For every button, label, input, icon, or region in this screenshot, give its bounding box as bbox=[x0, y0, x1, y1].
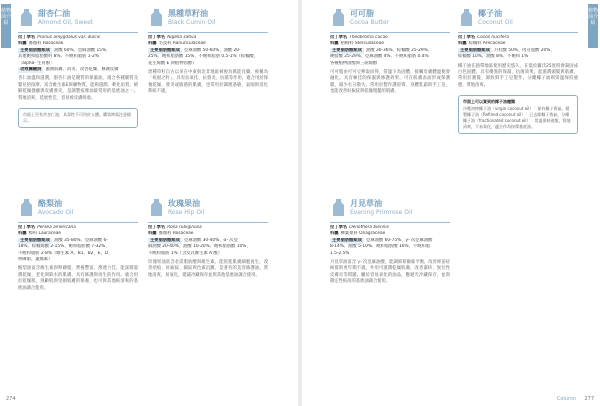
function-value: 濕潤肌膚、消炎、改善乾燥、修護皮膚 bbox=[45, 67, 119, 73]
latin-label: 拉丁學名 bbox=[18, 225, 36, 230]
fatty-value-2: 棕櫚酸 10%、油酸 8%、不飽和 1% bbox=[458, 54, 529, 60]
oil-header bbox=[330, 6, 450, 33]
fatty-value: 油酸 30-36%、棕櫚酸 25-29%、 bbox=[366, 47, 433, 53]
fatty-value: 亞麻油酸 30-40%、α- 次亞 bbox=[184, 237, 238, 243]
page-number-left: 274 bbox=[6, 396, 16, 402]
oil-card bbox=[18, 6, 138, 128]
family-label: 科屬 bbox=[18, 231, 27, 237]
oil-bottle-icon bbox=[18, 198, 35, 217]
fatty-value: 月桂酸 50%、肉荳蔻酸 20%、 bbox=[494, 47, 555, 53]
oil-name-en: Rose Hip Oil bbox=[168, 209, 205, 216]
fatty-value-2: 其他飽和脂肪酸約 8%，不飽和脂肪 1-2% bbox=[18, 54, 99, 60]
minor-components: 1.5-2.5% bbox=[330, 250, 350, 256]
latin-value: Rosa rubiginosa bbox=[167, 225, 202, 230]
latin-value: Oenothera biennis bbox=[349, 225, 389, 230]
side-tab-right: 植物油介紹 bbox=[588, 4, 598, 48]
family-value: 樟科 Lauraceae bbox=[28, 231, 61, 237]
oil-name-zh: 可可脂 bbox=[350, 9, 374, 18]
note-text: 冷壓初榨椰子油（virgin coconut oil）：保有椰子香氣。精製椰子油（Refined coconut oil）：已去除椰子香氣。分餾椰子油（fractionated coconut oil）：常溫保持液態，質地清爽，不易氧化，適合作為按摩基底油。 bbox=[463, 106, 571, 130]
fatty-value-2: 25%、飽和脂肪酸 15%、不飽和脂肪 0.5-1%（棕櫚酸、 bbox=[148, 54, 259, 60]
fatty-value: 亞麻油酸 60-75%、γ- 次亞麻油酸 bbox=[366, 237, 433, 243]
latin-value: Nigella sativa bbox=[167, 35, 197, 40]
oil-meta bbox=[18, 35, 138, 73]
latin-value: Prunus amygdalus var. dulcis bbox=[37, 35, 101, 40]
oil-card bbox=[458, 6, 578, 134]
family-label: 科屬 bbox=[458, 41, 467, 47]
oil-description: 黑種草籽自古以來在中東與北非地區被視為萬能良藥，被稱為「祝福之籽」。具有抗氧化、抗發炎、抗菌等作用，適合用於保養乾燥、發炎或敏感的肌膚，也常用於調理過敏、氣喘與消化系統不適。 bbox=[148, 70, 268, 95]
family-value: 毛茛科 Ranunculaceae bbox=[158, 41, 206, 47]
fatty-value: 油酸 35-80%、亞麻油酸 6- bbox=[54, 237, 108, 243]
family-label: 科屬 bbox=[330, 231, 339, 237]
oil-name-en: Cocoa Butter bbox=[350, 19, 390, 26]
oil-header bbox=[18, 6, 138, 33]
oil-header bbox=[18, 196, 138, 223]
family-value: 柳葉菜科 Onagraceae bbox=[340, 231, 386, 237]
oil-card bbox=[148, 6, 268, 96]
column-label: Column bbox=[556, 396, 576, 402]
latin-label: 拉丁學名 bbox=[148, 225, 166, 230]
oil-bottle-icon bbox=[148, 198, 165, 217]
oil-name-en: Avocado Oil bbox=[38, 209, 74, 216]
oil-name-zh: 椰子油 bbox=[478, 9, 502, 18]
fatty-label: 主要脂肪酸組成 bbox=[20, 47, 51, 53]
fatty-label: 主要脂肪酸組成 bbox=[332, 47, 363, 53]
oil-name-en: Almond Oil, Sweet bbox=[38, 19, 94, 26]
oil-header bbox=[458, 6, 578, 33]
fatty-value-2: 硬脂酸 25-29%、亞麻油酸 4%、不飽和脂肪 0.4% bbox=[330, 54, 429, 60]
latin-value: Cocos nucifera bbox=[477, 35, 509, 40]
fatty-label: 主要脂肪酸組成 bbox=[332, 237, 363, 243]
latin-value: Theobroma cacao bbox=[349, 35, 388, 40]
fatty-value-2: 8-14%、油酸 5-10%、飽和脂肪酸 10%、不飽和脂 bbox=[330, 244, 431, 250]
latin-label: 拉丁學名 bbox=[148, 35, 166, 40]
family-label: 科屬 bbox=[330, 41, 339, 47]
oil-header bbox=[148, 196, 268, 223]
minor-components: 不飽和脂肪 2-8%（維生素 A、B1、B2、E、D、 bbox=[18, 250, 113, 256]
oil-name-zh: 甜杏仁油 bbox=[38, 9, 70, 18]
fatty-label: 主要脂肪酸組成 bbox=[150, 237, 181, 243]
oil-name-zh: 月見草油 bbox=[350, 199, 382, 208]
oil-bottle-icon bbox=[330, 198, 347, 217]
oil-card bbox=[330, 6, 450, 96]
fatty-value-2: 麻油酸 20-40%、油酸 10-20%、飽和脂肪酸 10%、 bbox=[148, 244, 251, 250]
latin-label: 拉丁學名 bbox=[330, 35, 348, 40]
oil-description: 玫瑰果油富含必需脂肪酸與維生素，能促進肌膚細胞再生，改善疤痕、妊娠紋、細紋與色素沉澱，是著名的美容修護油。質地清爽，易氧化，建議冷藏保存並與其他基底油調合使用。 bbox=[148, 260, 268, 278]
oil-name-en: Black Cumin Oil bbox=[168, 19, 216, 26]
oil-description: 可可脂由可可豆榨取而得，常溫下為固體，接觸皮膚體溫便會融化。具有極佳的保濕與修護效果，可在肌膚表面形成保護膜，減少水分散失，常用於製作護唇膏、身體乳霜與手工皂，也能改善妊娠紋與乾燥粗糙的肌膚。 bbox=[330, 70, 450, 95]
oil-name-en: Coconut Oil bbox=[478, 19, 513, 26]
function-label: 功效關鍵詞 bbox=[20, 67, 42, 73]
oil-header bbox=[148, 6, 268, 33]
oil-meta bbox=[148, 35, 268, 67]
fatty-value: 亞麻油酸 50-60%、油酸 20- bbox=[184, 47, 241, 53]
oil-bottle-icon bbox=[148, 8, 165, 27]
latin-value: Persea americana bbox=[37, 225, 76, 230]
oil-meta bbox=[330, 35, 450, 67]
minor-components: 各種植物固醇與三萜烯醇 bbox=[330, 60, 378, 66]
oil-description: 椰子油在熱帶地區使用歷史悠久，在低於攝氏25度時會凝固成白色固體。具有優異的保濕、抗菌效果，能滋潤頭髮與肌膚，常用於護髮、卸妝與手工皂製作。分餾椰子油則常溫保持液態，質地清爽。 bbox=[458, 63, 578, 88]
oil-description: 杏仁油溫和滋潤，甜杏仁油是優質的保濕油，適合各種膚質及嬰兒的按摩。富含維生素E與礦物質，能夠滋潤、軟化角質，緩解乾燥搔癢與皮膚發炎，是調製按摩油最常用的基底油之一。質地清爽、延展性佳，容易被皮膚吸收。 bbox=[18, 76, 138, 101]
latin-label: 拉丁學名 bbox=[458, 35, 476, 40]
oil-note bbox=[458, 95, 578, 134]
oil-header bbox=[330, 196, 450, 223]
oil-card bbox=[148, 196, 268, 279]
oil-name-zh: 黑種草籽油 bbox=[168, 9, 208, 18]
fatty-value-2: 18%、棕櫚烯酸 2-15%、飽和脂肪酸 7-32%、 bbox=[18, 244, 110, 250]
latin-label: 拉丁學名 bbox=[18, 35, 36, 40]
family-label: 科屬 bbox=[18, 41, 27, 47]
oil-name-zh: 酪梨油 bbox=[38, 199, 62, 208]
oil-bottle-icon bbox=[330, 8, 347, 27]
side-tab-left: 植物油介紹 bbox=[1, 4, 11, 48]
oil-meta bbox=[18, 225, 138, 263]
note-title: 市面上可以買到的椰子油種類 bbox=[463, 99, 515, 105]
oil-bottle-icon bbox=[458, 8, 475, 27]
minor-components: 花生烯酸 E 與植物固醇） bbox=[148, 60, 197, 66]
family-value: 薔薇科 Rosaceae bbox=[28, 41, 64, 47]
oil-bottle-icon bbox=[18, 8, 35, 27]
oil-name-zh: 玫瑰果油 bbox=[168, 199, 200, 208]
note-text: 市面上另有苦杏仁油，具毒性不可用於人體。購買時需注意標示。 bbox=[23, 112, 131, 124]
fatty-label: 主要脂肪酸組成 bbox=[20, 237, 51, 243]
function-value: 卵磷脂、葉綠素） bbox=[18, 257, 53, 263]
latin-label: 拉丁學名 bbox=[330, 225, 348, 230]
fatty-label: 主要脂肪酸組成 bbox=[460, 47, 491, 53]
oil-card bbox=[330, 196, 450, 286]
oil-note bbox=[18, 108, 138, 128]
oil-description: 月見草油富含 γ- 次亞麻油酸，能調節荷爾蒙平衡，改善經前症候群與更年期不適。外用可滋潤乾燥肌膚，改善濕疹、異位性皮膚炎等問題。屬於容易氧化的油品，應避光冷藏保存，並與穩定性較高的基底油調合使用。 bbox=[330, 260, 450, 285]
page-number-right: 277 bbox=[584, 396, 594, 402]
oil-card bbox=[18, 196, 138, 292]
minor-components: 〔alpha- 生育酚〕 bbox=[18, 60, 55, 66]
oil-name-en: Evening Primrose Oil bbox=[350, 209, 413, 216]
oil-meta bbox=[148, 225, 268, 257]
oil-meta bbox=[458, 35, 578, 61]
family-value: 梧桐科 Sterculiaceae bbox=[340, 41, 384, 47]
family-label: 科屬 bbox=[148, 231, 157, 237]
family-value: 棕櫚科 Arecaceae bbox=[468, 41, 506, 47]
fatty-label: 主要脂肪酸組成 bbox=[150, 47, 181, 53]
oil-meta bbox=[330, 225, 450, 257]
family-value: 薔薇科 Rosaceae bbox=[158, 231, 194, 237]
minor-components: 不飽和脂肪 1%（含反式維生素 A 酸） bbox=[148, 250, 223, 256]
family-label: 科屬 bbox=[148, 41, 157, 47]
oil-description: 酪梨油富含維生素與卵磷脂，營養豐富，滲透力佳，能深層滋潤乾燥、老化與缺水的肌膚，具有修護與再生的作用。適合用於乾燥肌、熟齡肌與受損肌膚的保養，也可與其他較清爽的基底油調合使用。 bbox=[18, 266, 138, 291]
fatty-value: 油酸 60%、亞麻油酸 15%、 bbox=[54, 47, 111, 53]
